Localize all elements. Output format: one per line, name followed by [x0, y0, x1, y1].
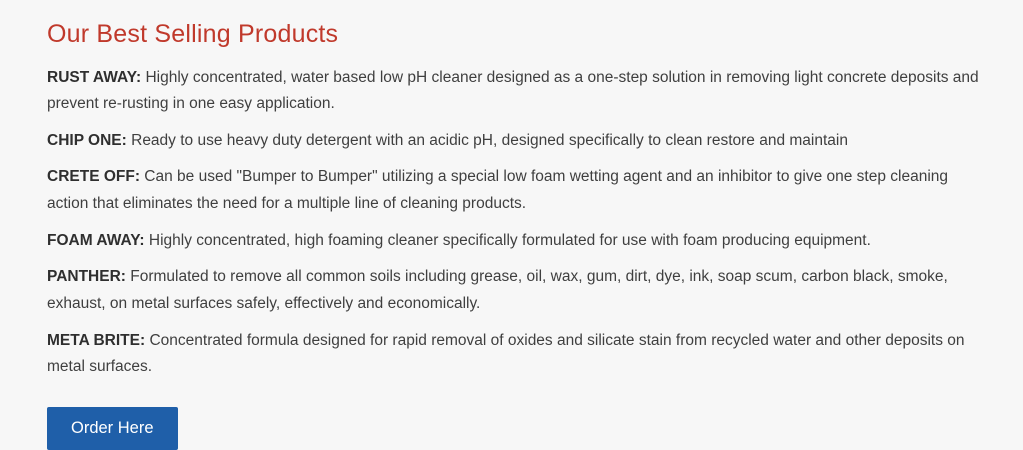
- product-name: RUST AWAY:: [47, 68, 142, 86]
- product-description: Highly concentrated, water based low pH cleaner designed as a one-step solution in removing light concrete deposits and prevent re-rusting in one easy application.: [47, 68, 979, 113]
- list-item: [47, 228, 979, 255]
- order-here-button[interactable]: Order Here: [47, 407, 178, 450]
- product-name: PANTHER:: [47, 268, 126, 286]
- list-item: [47, 328, 979, 381]
- list-item: [47, 264, 979, 317]
- product-list: [47, 65, 979, 382]
- product-description: Formulated to remove all common soils including grease, oil, wax, gum, dirt, dye, ink, soap scum, carbon black, smoke, exhaust, on metal surfaces safely, effectively and economically.: [47, 268, 948, 313]
- product-description: Ready to use heavy duty detergent with an acidic pH, designed specifically to clean restore and maintain: [126, 131, 848, 149]
- product-description: Highly concentrated, high foaming cleaner specifically formulated for use with foam producing equipment.: [144, 231, 871, 249]
- product-description: Can be used "Bumper to Bumper" utilizing a special low foam wetting agent and an inhibitor to give one step cleaning action that eliminates the need for a multiple line of cleaning products.: [47, 168, 949, 213]
- list-item: [47, 164, 979, 217]
- product-name: CRETE OFF:: [47, 168, 140, 186]
- product-name: CHIP ONE:: [47, 131, 127, 149]
- product-name: META BRITE:: [47, 331, 146, 349]
- page-title: Our Best Selling Products: [47, 20, 339, 48]
- list-item: [47, 65, 979, 118]
- product-name: FOAM AWAY:: [47, 231, 145, 249]
- product-description: Concentrated formula designed for rapid removal of oxides and silicate stain from recycled water and other deposits on metal surfaces.: [47, 331, 965, 376]
- list-item: [47, 128, 979, 155]
